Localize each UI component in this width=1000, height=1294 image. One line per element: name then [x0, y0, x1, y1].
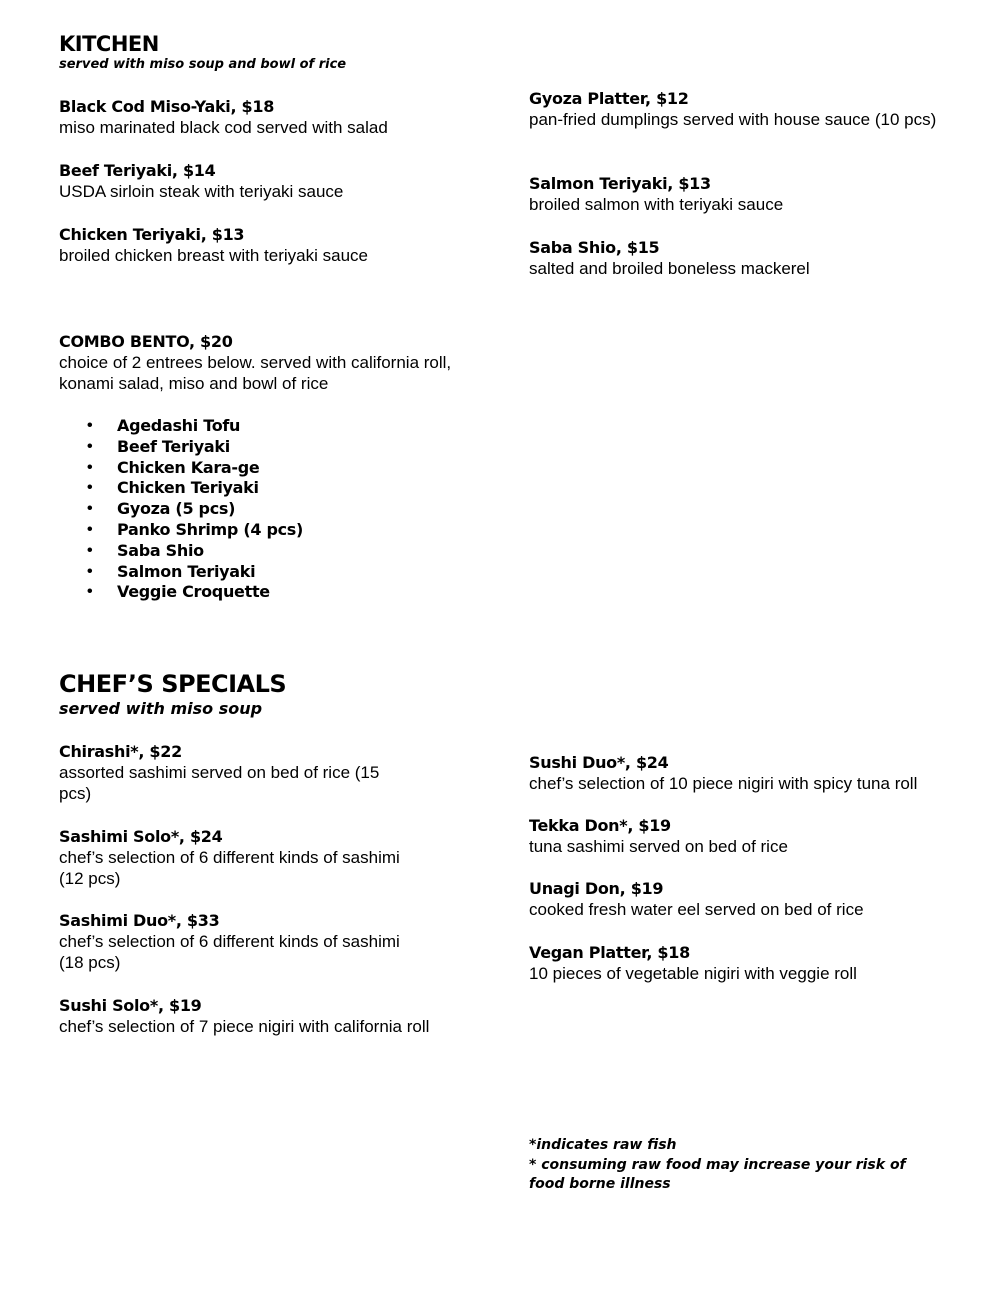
- bullet-icon: •: [87, 562, 93, 580]
- raw-fish-note: *indicates raw fish: [529, 1137, 677, 1153]
- item-name: Gyoza Platter, $12: [529, 89, 689, 108]
- bullet-icon: •: [87, 417, 93, 434]
- list-item: • Agedashi Tofu: [87, 416, 241, 435]
- item-name: Vegan Platter, $18: [529, 943, 690, 962]
- bullet-icon: •: [87, 520, 93, 538]
- kitchen-subtitle: served with miso soup and bowl of rice: [59, 57, 347, 72]
- item-description: 10 pieces of vegetable nigiri with veggie roll: [529, 964, 857, 983]
- menu-item: [529, 815, 949, 857]
- kitchen-title: KITCHEN: [59, 32, 159, 56]
- item-description: salted and broiled boneless mackerel: [529, 259, 810, 278]
- item-name: Saba Shio, $15: [529, 238, 660, 257]
- item-description: broiled salmon with teriyaki sauce: [529, 195, 784, 214]
- list-item: • Saba Shio: [87, 540, 204, 560]
- item-name: Black Cod Miso-Yaki, $18: [59, 97, 275, 116]
- item-description: pan-fried dumplings served with house sauce (10 pcs): [529, 110, 937, 129]
- item-name: Sushi Duo*, $24: [529, 753, 669, 772]
- item-name: Unagi Don, $19: [529, 879, 664, 898]
- menu-item: [59, 224, 479, 266]
- raw-fish-notes: [529, 1136, 919, 1195]
- item-description: miso marinated black cod served with salad: [59, 118, 388, 137]
- combo-bento: [59, 331, 459, 394]
- item-description: USDA sirloin steak with teriyaki sauce: [59, 182, 344, 201]
- item-description: assorted sashimi served on bed of rice (15 pcs): [59, 763, 380, 803]
- combo-description: choice of 2 entrees below. served with california roll, konami salad, miso and bowl of rice: [59, 353, 452, 393]
- menu-item: [59, 995, 479, 1037]
- combo-entree-list: [59, 416, 459, 603]
- list-item: • Veggie Croquette: [87, 582, 270, 602]
- menu-item: [529, 878, 949, 920]
- menu-item: [529, 752, 949, 794]
- bullet-icon: •: [87, 479, 93, 497]
- raw-food-warning: * consuming raw food may increase your risk of food borne illness: [529, 1156, 906, 1192]
- item-name: Sushi Solo*, $19: [59, 996, 202, 1015]
- item-name: Salmon Teriyaki, $13: [529, 174, 711, 193]
- item-name: Tekka Don*, $19: [529, 816, 671, 835]
- bullet-icon: •: [87, 458, 93, 476]
- bullet-icon: •: [87, 500, 93, 518]
- menu-item: [529, 942, 949, 984]
- item-description: cooked fresh water eel served on bed of rice: [529, 900, 864, 919]
- menu-item: [59, 96, 479, 138]
- list-item: • Salmon Teriyaki: [87, 561, 256, 581]
- bullet-icon: •: [87, 583, 93, 601]
- menu-item: [59, 741, 459, 804]
- item-description: chef’s selection of 10 piece nigiri with spicy tuna roll: [529, 774, 918, 793]
- menu-item: [529, 237, 939, 279]
- item-name: Sashimi Duo*, $33: [59, 911, 220, 930]
- menu-item: [59, 910, 459, 973]
- menu-item: [59, 160, 479, 202]
- specials-title: CHEF’S SPECIALS: [59, 670, 287, 698]
- item-name: Chicken Teriyaki, $13: [59, 225, 245, 244]
- item-name: Beef Teriyaki, $14: [59, 161, 216, 180]
- menu-item: [529, 173, 939, 215]
- list-item: • Chicken Kara-ge: [87, 457, 260, 477]
- menu-item: [59, 826, 459, 889]
- list-item: • Beef Teriyaki: [87, 436, 230, 456]
- item-description: chef’s selection of 7 piece nigiri with california roll: [59, 1017, 430, 1036]
- list-item: • Gyoza (5 pcs): [87, 499, 236, 519]
- item-name: Sashimi Solo*, $24: [59, 827, 223, 846]
- list-item: • Chicken Teriyaki: [87, 478, 259, 498]
- item-description: chef’s selection of 6 different kinds of sashimi (18 pcs): [59, 932, 400, 972]
- item-description: chef’s selection of 6 different kinds of sashimi (12 pcs): [59, 848, 400, 888]
- item-name: Chirashi*, $22: [59, 742, 182, 761]
- bullet-icon: •: [87, 541, 93, 559]
- list-item: • Panko Shrimp (4 pcs): [87, 519, 304, 539]
- specials-subtitle: served with miso soup: [59, 699, 263, 718]
- combo-name: COMBO BENTO, $20: [59, 332, 233, 351]
- menu-item: [529, 88, 939, 130]
- bullet-icon: •: [87, 437, 93, 455]
- item-description: broiled chicken breast with teriyaki sauce: [59, 246, 368, 265]
- item-description: tuna sashimi served on bed of rice: [529, 837, 788, 856]
